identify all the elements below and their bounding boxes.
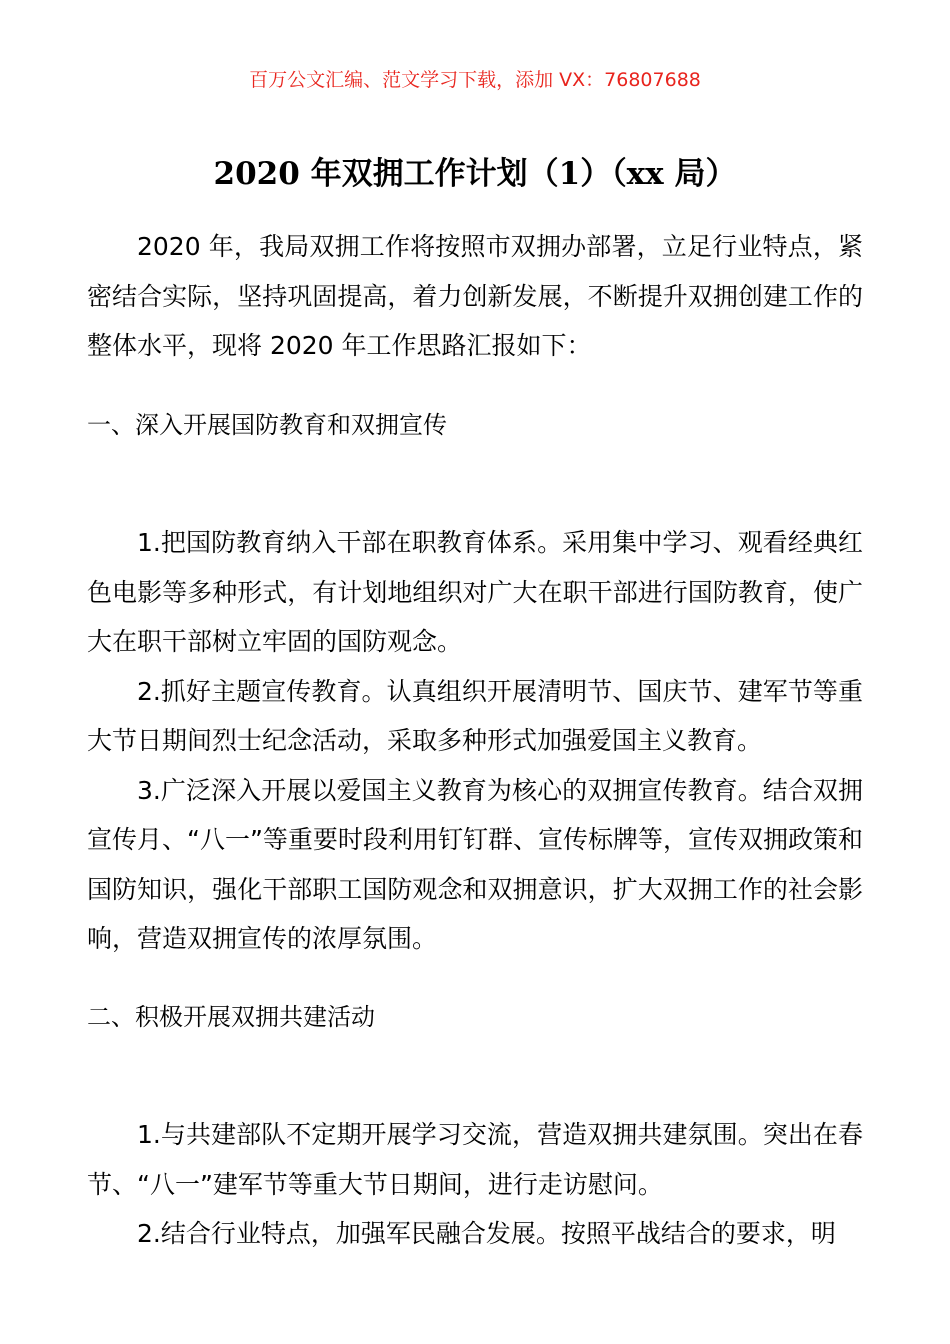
document-title: 2020 年双拥工作计划（1）（xx 局） [213,156,737,192]
intro-paragraph: 2020 年，我局双拥工作将按照市双拥办部署，立足行业特点，紧密结合实际，坚持巩固提高，着力创新发展，不断提升双拥创建工作的整体水平，现将 2020 年工作思路汇报如下： [87,232,863,360]
section-2-item-1: 1.与共建部队不定期开展学习交流，营造双拥共建氛围。突出在春节、“八一”建军节等重大节日期间，进行走访慰问。 [87,1120,863,1199]
section-heading-2: 二、积极开展双拥共建活动 [87,1003,375,1031]
section-2-item-2: 2.结合行业特点，加强军民融合发展。按照平战结合的要求，明 [137,1219,836,1248]
section-2-body [87,1110,863,1259]
section-1-item-1: 1.把国防教育纳入干部在职教育体系。采用集中学习、观看经典红色电影等多种形式，有计划地组织对广大在职干部进行国防教育，使广大在职干部树立牢固的国防观念。 [87,528,863,656]
watermark-header: 百万公文汇编、范文学习下载，添加 VX：76807688 [249,69,701,91]
intro-block [87,222,863,371]
section-1-item-2: 2.抓好主题宣传教育。认真组织开展清明节、国庆节、建军节等重大节日期间烈士纪念活动，采取多种形式加强爱国主义教育。 [87,676,863,755]
section-1-body [87,518,863,964]
section-heading-1: 一、深入开展国防教育和双拥宣传 [87,411,447,439]
section-1-item-3: 3.广泛深入开展以爱国主义教育为核心的双拥宣传教育。结合双拥宣传月、“八一”等重要时段利用钉钉群、宣传标牌等，宣传双拥政策和国防知识，强化干部职工国防观念和双拥意识，扩大双拥工作的社会影响，营造双拥宣传的浓厚氛围。 [87,775,863,953]
